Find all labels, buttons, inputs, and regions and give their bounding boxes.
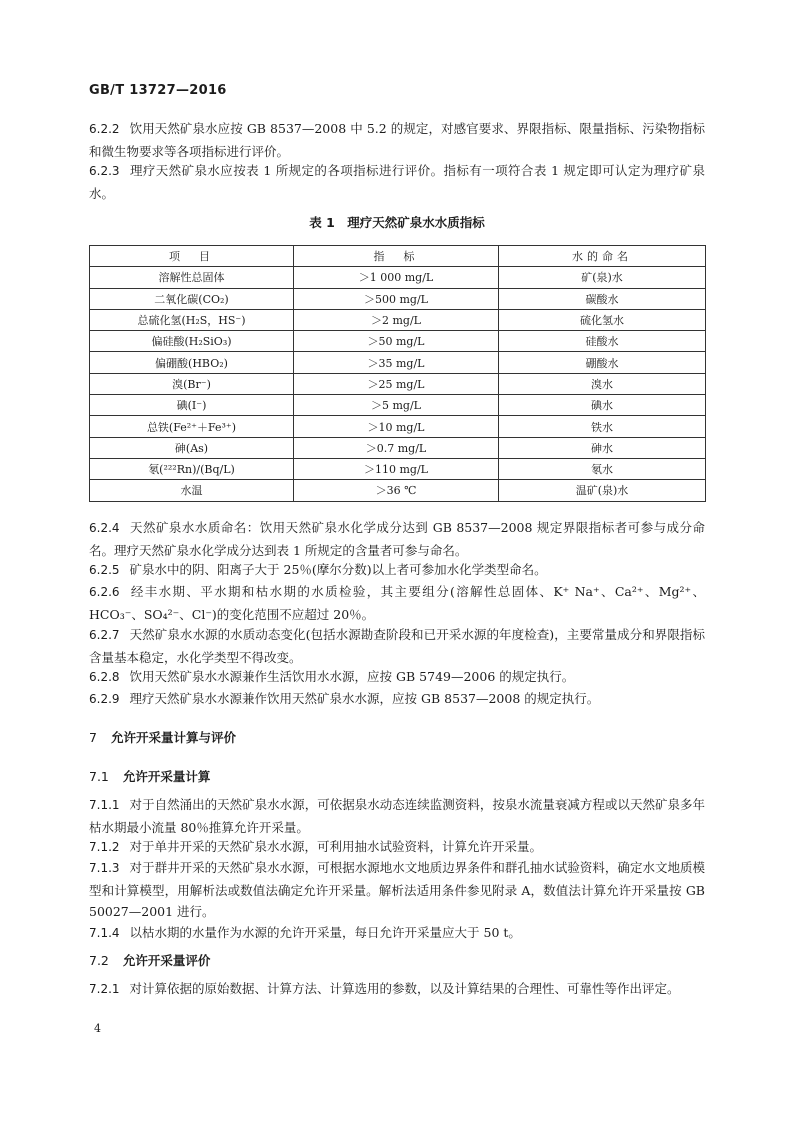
table-row [90, 352, 706, 373]
clause-text: 对于单井开采的天然矿泉水水源，可利用抽水试验资料，计算允许开采量。 [129, 839, 543, 854]
cell-naming: 硫化氢水 [499, 309, 706, 330]
table-row [90, 331, 706, 352]
cell-item: 水温 [90, 480, 294, 501]
clause-number: 6.2.9 [89, 692, 120, 706]
cell-item: 碘(I⁻) [90, 395, 294, 416]
table-row [90, 480, 706, 501]
table-row [90, 309, 706, 330]
clause-number: 6.2.7 [89, 628, 120, 642]
clause-number: 7.1.4 [89, 926, 120, 940]
cell-indicator: ＞50 mg/L [294, 331, 499, 352]
section-title: 允许开采量评价 [122, 953, 211, 968]
standard-header: GB/T 13727—2016 [89, 83, 227, 98]
clause-text: 饮用天然矿泉水水源兼作生活饮用水水源，应按 GB 5749—2006 的规定执行。 [129, 669, 575, 684]
clause-number: 6.2.5 [89, 563, 120, 577]
clause-text: 对于群井开采的天然矿泉水水源，可根据水源地水文地质边界条件和群孔抽水试验资料，确定水文地质模型和计算模型，用解析法或数值法确定允许开采量。解析法适用条件参见附录 A，数值法计算允许开采量按 GB 50027—2001 进行。 [89, 860, 705, 919]
cell-naming: 碘水 [499, 395, 706, 416]
cell-naming: 温矿(泉)水 [499, 480, 706, 501]
clause-number: 7.1.3 [89, 861, 120, 875]
table-row [90, 373, 706, 394]
table-row [90, 416, 706, 437]
section-7-heading [89, 728, 236, 746]
clause-number: 7.1.1 [89, 798, 120, 812]
clause-6-2-9 [89, 688, 705, 711]
cell-indicator: ＞2 mg/L [294, 309, 499, 330]
table-row [90, 437, 706, 458]
column-header-naming: 水的命名 [499, 246, 706, 267]
clause-text: 天然矿泉水水质命名：饮用天然矿泉水化学成分达到 GB 8537—2008 规定界限指标者可参与成分命名。理疗天然矿泉水化学成分达到表 1 所规定的含量者可参与命名。 [89, 520, 705, 558]
section-7-1-heading [89, 767, 210, 785]
cell-naming: 硼酸水 [499, 352, 706, 373]
table-row [90, 267, 706, 288]
clause-text: 以枯水期的水量作为水源的允许开采量，每日允许开采量应大于 50 t。 [129, 925, 521, 940]
cell-naming: 铁水 [499, 416, 706, 437]
cell-item: 二氧化碳(CO₂) [90, 288, 294, 309]
clause-6-2-5 [89, 559, 705, 582]
clause-7-1-4 [89, 922, 705, 945]
cell-item: 偏硼酸(HBO₂) [90, 352, 294, 373]
clause-text: 理疗天然矿泉水水源兼作饮用天然矿泉水水源，应按 GB 8537—2008 的规定执行。 [129, 691, 600, 706]
cell-naming: 矿(泉)水 [499, 267, 706, 288]
section-number: 7.2 [89, 953, 109, 968]
clause-number: 6.2.2 [89, 122, 120, 136]
column-header-item: 项 目 [90, 246, 294, 267]
clause-number: 7.2.1 [89, 982, 120, 996]
cell-indicator: ＞110 mg/L [294, 458, 499, 479]
clause-text: 饮用天然矿泉水应按 GB 8537—2008 中 5.2 的规定，对感官要求、界限指标、限量指标、污染物指标和微生物要求等各项指标进行评价。 [89, 121, 705, 159]
clause-6-2-8 [89, 666, 705, 689]
cell-indicator: ＞0.7 mg/L [294, 437, 499, 458]
cell-indicator: ＞36 ℃ [294, 480, 499, 501]
clause-number: 6.2.4 [89, 521, 120, 535]
clause-6-2-6 [89, 581, 705, 625]
clause-7-1-3 [89, 857, 705, 923]
clause-text: 对于自然涌出的天然矿泉水水源，可依据泉水动态连续监测资料，按泉水流量衰减方程或以天然矿泉多年枯水期最小流量 80％推算允许开采量。 [89, 797, 705, 835]
clause-6-2-7 [89, 624, 705, 668]
cell-naming: 溴水 [499, 373, 706, 394]
table-header-row [90, 246, 706, 267]
clause-text: 经丰水期、平水期和枯水期的水质检验，其主要组分(溶解性总固体、K⁺ Na⁺、Ca²⁺、Mg²⁺、HCO₃⁻、SO₄²⁻、Cl⁻)的变化范围不应超过 20％。 [89, 584, 705, 622]
clause-number: 6.2.3 [89, 164, 120, 178]
clause-text: 矿泉水中的阴、阳离子大于 25％(摩尔分数)以上者可参加水化学类型命名。 [129, 562, 547, 577]
column-header-indicator: 指 标 [294, 246, 499, 267]
cell-indicator: ＞500 mg/L [294, 288, 499, 309]
cell-indicator: ＞25 mg/L [294, 373, 499, 394]
cell-indicator: ＞35 mg/L [294, 352, 499, 373]
table-row [90, 395, 706, 416]
cell-item: 总硫化氢(H₂S，HS⁻) [90, 309, 294, 330]
cell-item: 氡(²²²Rn)/(Bq/L) [90, 458, 294, 479]
clause-7-1-2 [89, 836, 705, 859]
table-row [90, 288, 706, 309]
clause-7-1-1 [89, 794, 705, 838]
clause-text: 理疗天然矿泉水应按表 1 所规定的各项指标进行评价。指标有一项符合表 1 规定即可认定为理疗矿泉水。 [89, 163, 705, 201]
cell-naming: 硅酸水 [499, 331, 706, 352]
water-quality-table [89, 245, 706, 502]
clause-6-2-2 [89, 118, 705, 162]
cell-indicator: ＞10 mg/L [294, 416, 499, 437]
cell-item: 砷(As) [90, 437, 294, 458]
section-number: 7.1 [89, 769, 109, 784]
section-7-2-heading [89, 951, 210, 969]
table-row [90, 458, 706, 479]
section-number: 7 [89, 730, 97, 745]
clause-6-2-3 [89, 160, 705, 204]
section-title: 允许开采量计算与评价 [110, 730, 236, 745]
cell-naming: 碳酸水 [499, 288, 706, 309]
clause-7-2-1 [89, 978, 705, 1001]
clause-6-2-4 [89, 517, 705, 561]
cell-item: 总铁(Fe²⁺＋Fe³⁺) [90, 416, 294, 437]
cell-indicator: ＞5 mg/L [294, 395, 499, 416]
cell-naming: 砷水 [499, 437, 706, 458]
cell-naming: 氡水 [499, 458, 706, 479]
table-caption: 表 1 理疗天然矿泉水水质指标 [309, 215, 485, 230]
cell-item: 溶解性总固体 [90, 267, 294, 288]
page-number: 4 [94, 1022, 101, 1035]
cell-indicator: ＞1 000 mg/L [294, 267, 499, 288]
clause-number: 6.2.8 [89, 670, 120, 684]
cell-item: 偏硅酸(H₂SiO₃) [90, 331, 294, 352]
clause-text: 对计算依据的原始数据、计算方法、计算选用的参数，以及计算结果的合理性、可靠性等作出评定。 [129, 981, 680, 996]
cell-item: 溴(Br⁻) [90, 373, 294, 394]
clause-number: 6.2.6 [89, 585, 120, 599]
section-title: 允许开采量计算 [122, 769, 211, 784]
table-body [90, 267, 706, 501]
clause-text: 天然矿泉水水源的水质动态变化(包括水源勘查阶段和已开采水源的年度检查)，主要常量成分和界限指标含量基本稳定，水化学类型不得改变。 [89, 627, 705, 665]
clause-number: 7.1.2 [89, 840, 120, 854]
